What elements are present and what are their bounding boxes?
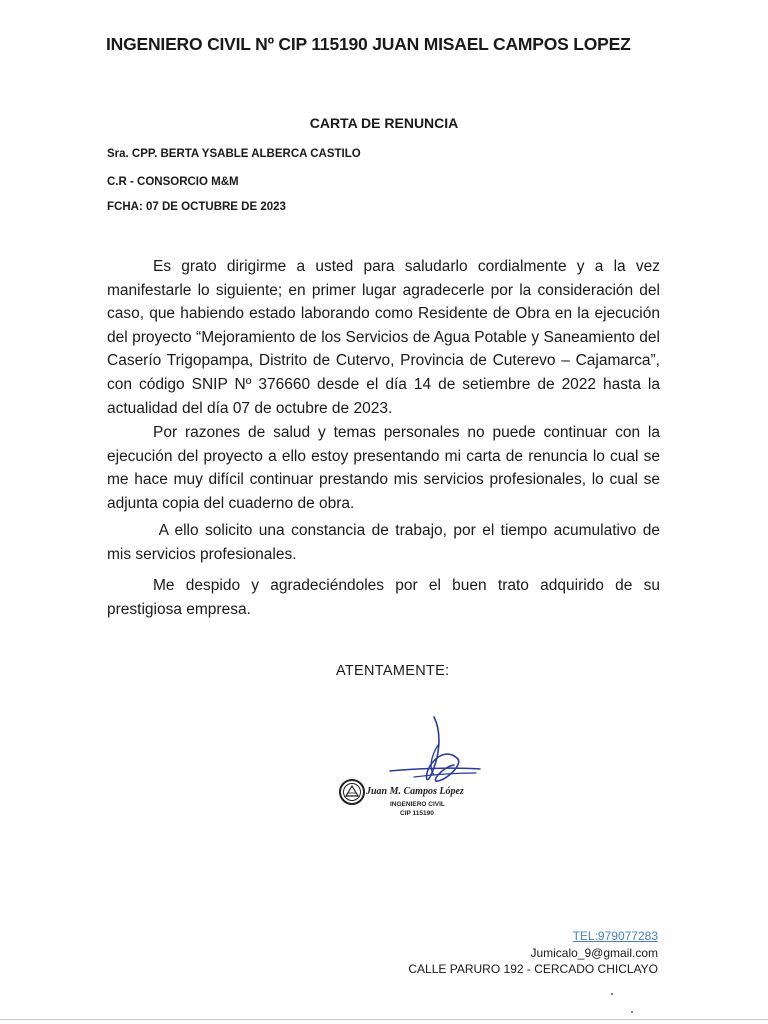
seal-cip: CIP 115190 — [400, 810, 434, 817]
date-line: FCHA: 07 DE OCTUBRE DE 2023 — [107, 201, 286, 213]
scan-speck — [611, 993, 613, 995]
closing-salutation: ATENTAMENTE: — [336, 663, 450, 679]
recipient-line: Sra. CPP. BERTA YSABLE ALBERCA CASTILO — [107, 148, 361, 160]
company-line: C.R - CONSORCIO M&M — [107, 176, 239, 188]
email-text: Jumicalo_9@gmail.com — [530, 946, 658, 960]
signature-block — [330, 705, 510, 835]
phone-link[interactable]: TEL:979077283 — [572, 929, 658, 943]
scan-speck — [631, 1011, 633, 1013]
bottom-edge-line — [0, 1019, 768, 1020]
body-paragraph: Es grato dirigirme a usted para saludarlo cordialmente y a la vez manifestarle lo siguiente; en primer lugar agradecerle por la consideración del caso, que habiendo estado laborando como Residente de Obra en la ejecución del proyecto “Mejoramiento de los Servicios de Agua Potable y Saneamiento del Caserío Trigopampa, Distrito de Cutervo, Provincia de Cuterevo – Cajamarca”, con código SNIP Nº 376660 desde el día 14 de setiembre de 2022 hasta la actualidad del día 07 de octubre de 2023. — [107, 258, 660, 417]
seal-name: Juan M. Campos López — [366, 786, 464, 797]
address-text: CALLE PARURO 192 - CERCADO CHICLAYO — [408, 962, 658, 976]
letterhead: INGENIERO CIVIL Nº CIP 115190 JUAN MISAEL CAMPOS LOPEZ — [106, 34, 631, 54]
seal-title: INGENIERO CIVIL — [390, 801, 445, 808]
document-title: CARTA DE RENUNCIA — [309, 115, 459, 131]
body-paragraph: Me despido y agradeciéndoles por el buen trato adquirido de su prestigiosa empresa. — [107, 577, 660, 618]
body-paragraph: A ello solicito una constancia de trabajo, por el tiempo acumulativo de mis servicios profesionales. — [107, 522, 660, 563]
body-paragraph: Por razones de salud y temas personales no puede continuar con la ejecución del proyecto a ello estoy presentando mi carta de renuncia lo cual se me hace muy difícil continuar prestando mis servicios profesionales, lo cual se adjunta copia del cuaderno de obra. — [107, 424, 660, 512]
